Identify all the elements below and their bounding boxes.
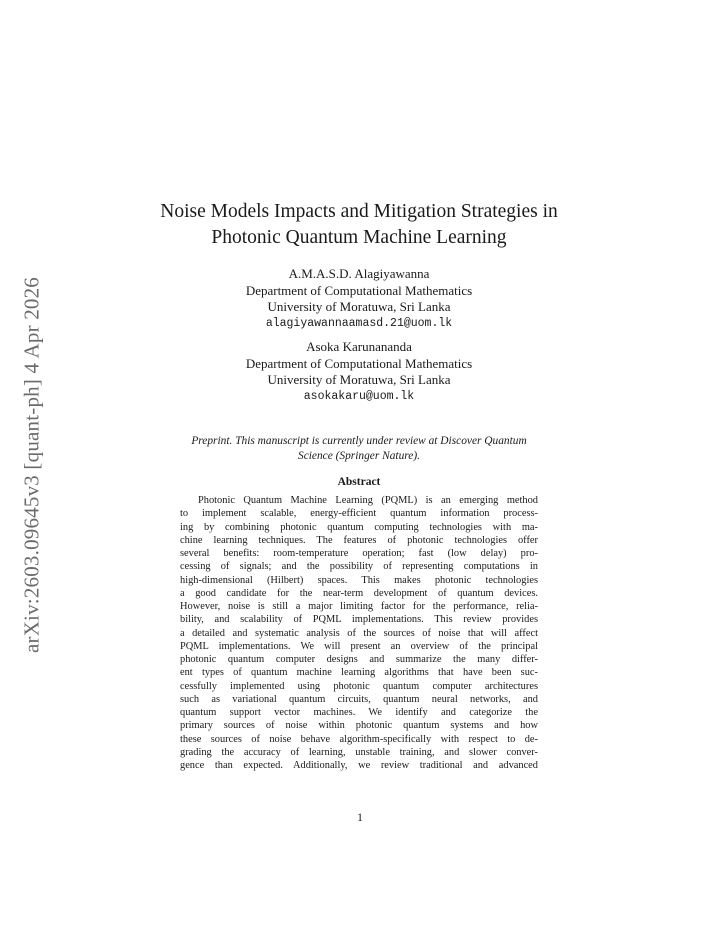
abstract-line: cessing of signals; and the possibility of representing computations in xyxy=(180,561,538,573)
abstract-line: to implement scalable, energy-efficient quantum information process- xyxy=(180,508,538,520)
abstract-line: ing by combining photonic quantum computing technologies with ma- xyxy=(180,521,538,533)
abstract-line: primary sources of noise within photonic quantum systems and how xyxy=(180,720,538,732)
abstract-line: a detailed and systematic analysis of the sources of noise that will affect xyxy=(180,627,538,639)
abstract-line: PQML implementations. We will present an overview of the principal xyxy=(180,640,538,652)
abstract-line: grading the accuracy of learning, unstable training, and slower conver- xyxy=(180,746,538,758)
author-name: A.M.A.S.D. Alagiyawanna xyxy=(288,266,430,281)
abstract-line: Photonic Quantum Machine Learning (PQML) is an emerging method xyxy=(198,495,538,506)
abstract-line: bility, and scalability of PQML implementations. This review provides xyxy=(180,614,538,626)
abstract-line: chine learning techniques. The features of photonic technologies offer xyxy=(180,534,538,546)
abstract-heading: Abstract xyxy=(337,476,381,488)
abstract-line: However, noise is still a major limiting factor for the performance, relia- xyxy=(180,601,538,612)
author-university: University of Moratuwa, Sri Lanka xyxy=(267,299,451,314)
abstract-line: ent types of quantum machine learning algorithms that have been suc- xyxy=(180,667,538,679)
author-department: Department of Computational Mathematics xyxy=(245,355,473,371)
abstract-line: such as variational quantum circuits, quantum neural networks, and xyxy=(180,693,538,705)
title-line-1: Noise Models Impacts and Mitigation Strategies in xyxy=(160,201,558,222)
author-email: asokakaru@uom.lk xyxy=(303,389,415,403)
author-block-1 xyxy=(160,266,558,332)
paper-title xyxy=(120,199,598,251)
abstract-line: gence than expected. Additionally, we review traditional and advanced xyxy=(180,760,538,771)
abstract-line: quantum support vector machines. We identify and categorize the xyxy=(180,707,538,718)
preprint-note-text: This manuscript is currently under review at Discover Quantum xyxy=(232,435,527,447)
arxiv-identifier-stamp: arXiv:2603.09645v3 [quant-ph] 4 Apr 2026 xyxy=(19,276,44,654)
abstract-line: photonic quantum computer designs and summarize the many differ- xyxy=(180,654,538,665)
preprint-note-line-1 xyxy=(147,434,571,449)
abstract-line: a good candidate for the near-term development of quantum devices. xyxy=(180,587,538,599)
abstract-line: cessfully implemented using photonic quantum computer architectures xyxy=(180,680,538,692)
title-line-2: Photonic Quantum Machine Learning xyxy=(211,227,507,248)
abstract-line: high-dimensional (Hilbert) spaces. This makes photonic technologies xyxy=(180,574,538,586)
author-name: Asoka Karunananda xyxy=(306,339,412,354)
preprint-lead: Preprint. xyxy=(191,435,233,447)
preprint-note xyxy=(147,434,571,464)
page-number: 1 xyxy=(357,812,363,824)
abstract-body xyxy=(180,494,538,772)
author-department: Department of Computational Mathematics xyxy=(245,282,473,298)
abstract-line: these sources of noise behave algorithm-specifically with respect to de- xyxy=(180,733,538,745)
author-university: University of Moratuwa, Sri Lanka xyxy=(267,372,451,387)
author-block-2 xyxy=(160,339,558,405)
author-email: alagiyawannaamasd.21@uom.lk xyxy=(265,316,453,330)
preprint-note-line-2: Science (Springer Nature). xyxy=(298,450,420,462)
abstract-line: several benefits: room-temperature operation; fast (low delay) pro- xyxy=(180,548,538,559)
